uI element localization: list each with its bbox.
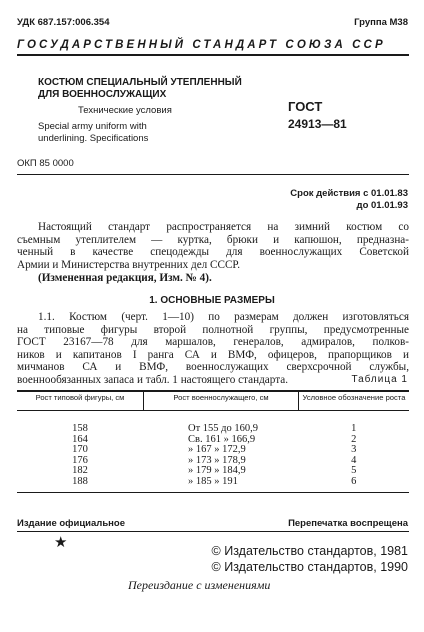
- title-en-line1: Special army uniform with: [38, 121, 147, 132]
- section-line: мичманов СА и ВМФ, военнослужащих сверхсрочной службы,: [17, 361, 409, 374]
- sizes-table: [17, 391, 409, 493]
- intro-line: Армии и Министерства внутренних дел СССР.: [17, 258, 241, 271]
- table-row: [17, 477, 409, 492]
- table-cell: » 179 » 184,9: [188, 465, 246, 477]
- column-header: Рост военнослужащего, см: [144, 391, 299, 411]
- gost-label: ГОСТ: [288, 99, 323, 114]
- table-cell: 3: [351, 444, 357, 456]
- section-paragraph: [17, 311, 409, 387]
- intro-line: Настоящий стандарт распространяется на зимний костюм со: [38, 221, 409, 233]
- section-line: военнообязанных запаса и табл. 1 настоящего стандарта.: [17, 373, 289, 386]
- section-line: 1.1. Костюм (черт. 1—10) по размерам должен изготовляться: [38, 311, 409, 323]
- official-edition: Издание официальное: [17, 518, 125, 529]
- table-cell: 170: [72, 444, 88, 456]
- intro-paragraph: [17, 221, 409, 271]
- title-ru-line1: КОСТЮМ СПЕЦИАЛЬНЫЙ УТЕПЛЕННЫЙ: [38, 77, 242, 88]
- copyright-1990: © Издательство стандартов, 1990: [211, 560, 408, 574]
- section-line: на типовые фигуры второй полнотной группы, предусмотренные: [17, 323, 409, 336]
- okp-rule: [17, 174, 409, 175]
- group-code: Группа М38: [354, 17, 408, 28]
- gost-number: 24913—81: [288, 117, 347, 131]
- title-subtitle: Технические условия: [78, 105, 172, 116]
- section-heading: 1. ОСНОВНЫЕ РАЗМЕРЫ: [149, 295, 275, 306]
- table-cell: 182: [72, 465, 88, 477]
- column-header: Условное обозначение роста: [299, 391, 410, 411]
- table-cell: Св. 161 » 166,9: [188, 433, 256, 445]
- section-line: ГОСТ 23167—78 для маршалов, генералов, адмиралов, полков-: [17, 336, 409, 349]
- validity-from: Срок действия с 01.01.83: [290, 188, 408, 199]
- okp-code: ОКП 85 0000: [17, 158, 74, 169]
- copyright-1981: © Издательство стандартов, 1981: [211, 544, 408, 558]
- table-cell: От 155 до 160,9: [188, 423, 259, 434]
- table-cell: 2: [351, 433, 357, 445]
- revision-note: (Измененная редакция, Изм. № 4).: [38, 272, 212, 284]
- table-cell: 176: [72, 454, 88, 466]
- table-cell: 4: [351, 454, 357, 466]
- table-cell: » 185 » 191: [144, 477, 299, 492]
- table-cell: 6: [299, 477, 410, 492]
- title-ru-line2: ДЛЯ ВОЕННОСЛУЖАЩИХ: [38, 89, 167, 100]
- table-cell: 164: [72, 433, 88, 445]
- table-cell: 5: [351, 465, 357, 477]
- table-row: [17, 411, 409, 435]
- intro-line: ченный в качестве спецодежды для военнослужащих Советской: [17, 246, 409, 259]
- column-header: Рост типовой фигуры, см: [17, 391, 144, 411]
- table-cell: » 167 » 172,9: [188, 444, 246, 456]
- table-caption: Таблица 1: [351, 374, 408, 385]
- table-header-row: [17, 391, 409, 411]
- reissue-note: Переиздание с изменениями: [128, 578, 271, 592]
- validity-to: до 01.01.93: [356, 200, 408, 211]
- footer-rule: [17, 531, 409, 532]
- title-en-line2: underlining. Specifications: [38, 133, 149, 144]
- star-icon: ★: [54, 535, 68, 551]
- section-line: ников и капитанов I ранга СА и ВМФ, офицеров, прапорщиков и: [17, 348, 409, 361]
- table-cell: 1: [351, 423, 357, 434]
- table-cell: » 173 » 178,9: [188, 454, 246, 466]
- intro-line: съемным утеплителем — куртка, брюки и капюшон, предназна-: [17, 233, 409, 246]
- standard-banner: ГОСУДАРСТВЕННЫЙ СТАНДАРТ СОЮЗА ССР: [17, 39, 386, 51]
- udk-code: УДК 687.157:006.354: [17, 17, 110, 28]
- header-rule: [17, 54, 409, 56]
- reprint-notice: Перепечатка воспрещена: [288, 518, 408, 529]
- table-cell: 188: [17, 477, 144, 492]
- table-cell: 158: [72, 423, 88, 434]
